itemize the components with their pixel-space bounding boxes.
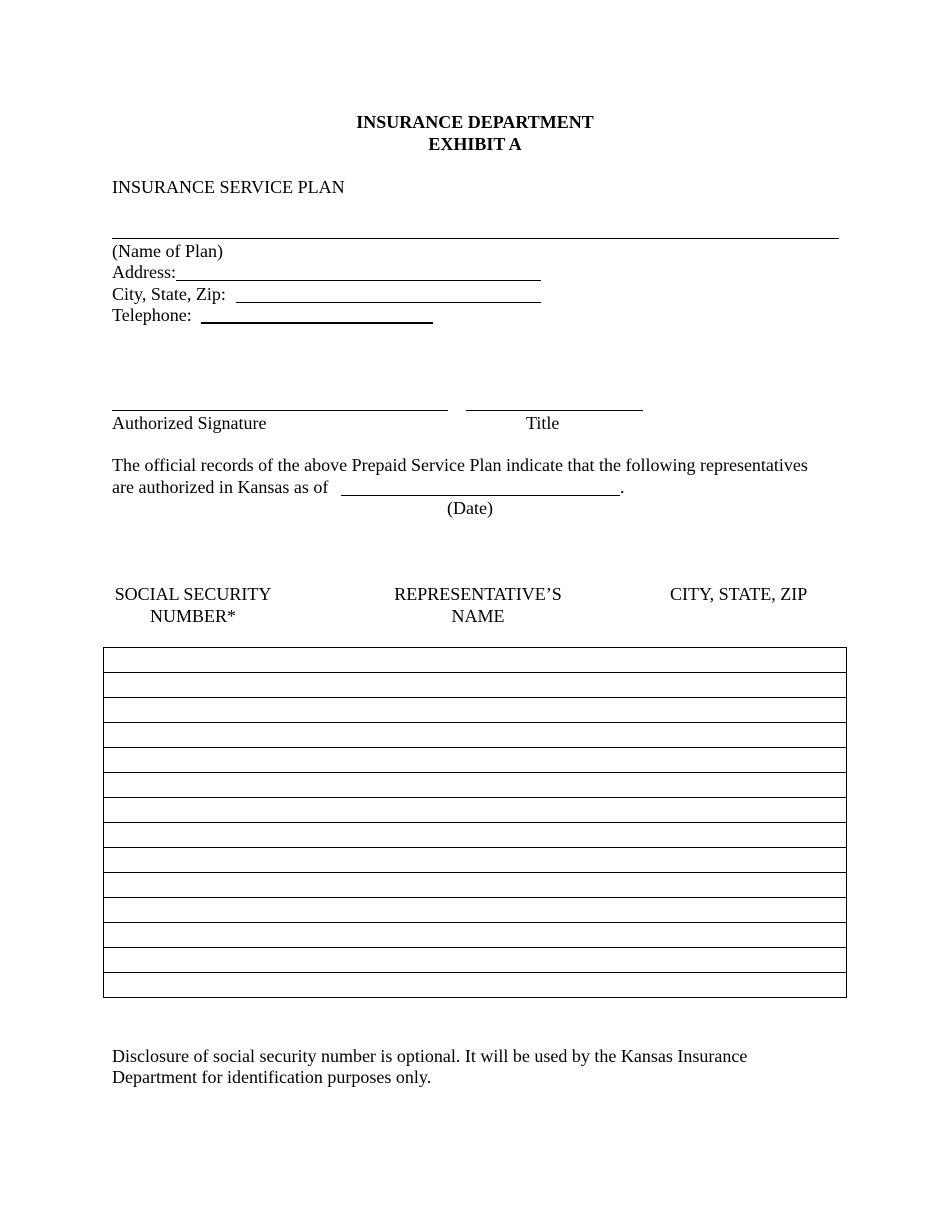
table-row[interactable] (104, 848, 847, 873)
exhibit-title: EXHIBIT A (428, 134, 522, 154)
table-cell[interactable] (104, 873, 847, 898)
table-cell[interactable] (104, 848, 847, 873)
table-row[interactable] (104, 723, 847, 748)
table-cell[interactable] (104, 823, 847, 848)
city-state-zip-field[interactable] (236, 302, 541, 303)
document-header (0, 111, 950, 155)
table-row[interactable] (104, 698, 847, 723)
table-cell[interactable] (104, 748, 847, 773)
address-field[interactable] (176, 280, 541, 281)
city-state-zip-label: City, State, Zip: (112, 284, 226, 304)
table-cell[interactable] (104, 973, 847, 998)
address-label: Address: (112, 262, 176, 282)
telephone-field[interactable] (201, 322, 433, 324)
table-row[interactable] (104, 773, 847, 798)
statement-line-2-prefix: are authorized in Kansas as of (112, 477, 329, 497)
table-cell[interactable] (104, 798, 847, 823)
table-cell[interactable] (104, 698, 847, 723)
table-row[interactable] (104, 948, 847, 973)
authorized-signature-label: Authorized Signature (112, 413, 267, 433)
table-cell[interactable] (104, 773, 847, 798)
table-row[interactable] (104, 923, 847, 948)
name-of-plan-field[interactable] (112, 238, 839, 239)
column-header-ssn (102, 583, 284, 627)
table-row[interactable] (104, 648, 847, 673)
table-cell[interactable] (104, 648, 847, 673)
authorized-signature-field[interactable] (112, 410, 448, 411)
representatives-table (103, 647, 847, 998)
table-row[interactable] (104, 873, 847, 898)
plan-heading: INSURANCE SERVICE PLAN (112, 177, 345, 197)
table-row[interactable] (104, 973, 847, 998)
name-header-line-2: NAME (451, 606, 505, 626)
footnote-line-2: Department for identification purposes only. (112, 1067, 432, 1087)
table-cell[interactable] (104, 723, 847, 748)
table-cell[interactable] (104, 898, 847, 923)
footnote-line-1: Disclosure of social security number is optional. It will be used by the Kansas Insurance (112, 1046, 748, 1066)
ssn-header-line-1: SOCIAL SECURITY (114, 584, 272, 604)
title-field[interactable] (466, 410, 643, 411)
column-header-name (373, 583, 583, 627)
name-of-plan-label: (Name of Plan) (112, 241, 223, 261)
column-header-city: CITY, STATE, ZIP (670, 584, 808, 604)
table-row[interactable] (104, 748, 847, 773)
authorized-date-field[interactable] (341, 495, 620, 496)
table-cell[interactable] (104, 948, 847, 973)
telephone-label: Telephone: (112, 305, 192, 325)
ssn-header-line-2: NUMBER* (149, 606, 236, 626)
name-header-line-1: REPRESENTATIVE’S (394, 584, 562, 604)
date-label: (Date) (447, 498, 493, 518)
statement-period: . (620, 477, 625, 497)
table-row[interactable] (104, 673, 847, 698)
statement-line-1: The official records of the above Prepaid Service Plan indicate that the following representatives (112, 455, 808, 475)
table-row[interactable] (104, 798, 847, 823)
table-row[interactable] (104, 823, 847, 848)
table-cell[interactable] (104, 923, 847, 948)
table-cell[interactable] (104, 673, 847, 698)
table-row[interactable] (104, 898, 847, 923)
title-label: Title (526, 413, 560, 433)
department-title: INSURANCE DEPARTMENT (356, 112, 594, 132)
